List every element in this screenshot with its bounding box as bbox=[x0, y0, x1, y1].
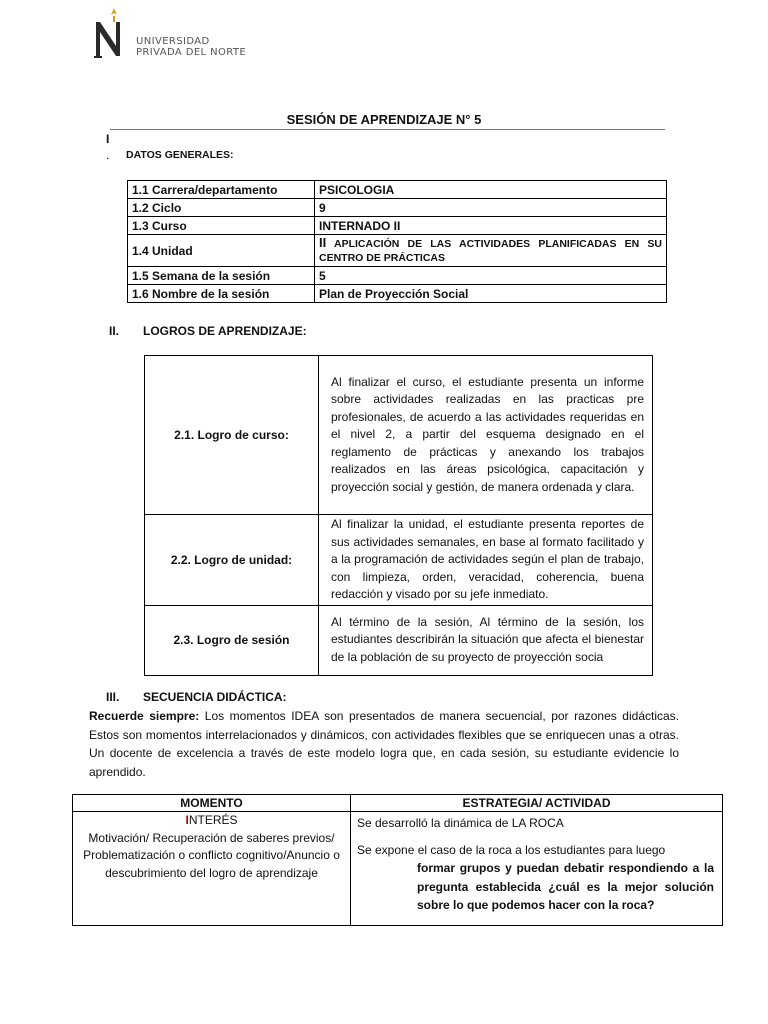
table-row bbox=[128, 235, 667, 267]
secuencia-table bbox=[72, 794, 723, 926]
datos-value: Plan de Proyección Social bbox=[315, 285, 667, 303]
logro-label: 2.2. Logro de unidad: bbox=[145, 515, 319, 606]
table-row bbox=[128, 199, 667, 217]
unit-title: APLICACIÓN DE LAS ACTIVIDADES PLANIFICADAS EN SU CENTRO DE PRÁCTICAS bbox=[319, 238, 662, 264]
section-2-heading bbox=[109, 324, 307, 338]
momento-name: NTERÉS bbox=[188, 813, 238, 827]
session-title: SESIÓN DE APRENDIZAJE N° 5 bbox=[286, 112, 482, 127]
datos-value: 9 bbox=[315, 199, 667, 217]
section-2-number: II. bbox=[109, 324, 120, 338]
recuerde-text: Los momentos IDEA son presentados de manera secuencial, por razones didácticas. Estos son momentos interrelacionados y dinámicos, con actividades flexibles que se enriquecen unas a otras. Un docente de excelencia a través de este modelo logra que, en cada sesión, su estudiante evidencie lo aprendido. bbox=[89, 709, 679, 779]
datos-label: 1.3 Curso bbox=[128, 217, 315, 235]
table-row bbox=[73, 812, 723, 926]
datos-value: 5 bbox=[315, 267, 667, 285]
datos-label: 1.1 Carrera/departamento bbox=[128, 181, 315, 199]
table-row bbox=[128, 217, 667, 235]
table-row bbox=[128, 285, 667, 303]
table-row bbox=[145, 356, 653, 515]
table-row bbox=[128, 181, 667, 199]
logro-text: Al finalizar el curso, el estudiante presenta un informe sobre actividades realizadas en las practicas pre profesionales, de acuerdo a las actividades requeridas en el nivel 2, a partir del esquema designado en el reglamento de prácticas y anexando los trabajos realizados en las áreas psicológica, capacitación y proyección social y gestión, de manera ordenada y clara. bbox=[319, 356, 653, 515]
estrategia-paragraph-indent: formar grupos y puedan debatir respondiendo a la pregunta establecida ¿cuál es la mejor solución sobre lo que podemos hacer con la roca? bbox=[417, 861, 714, 912]
logro-label: 2.3. Logro de sesión bbox=[145, 605, 319, 675]
section-3-heading bbox=[106, 690, 287, 704]
unit-number: II bbox=[319, 235, 327, 250]
datos-value: PSICOLOGIA bbox=[315, 181, 667, 199]
header-estrategia: ESTRATEGIA/ ACTIVIDAD bbox=[351, 795, 723, 812]
datos-label: 1.4 Unidad bbox=[128, 235, 315, 267]
momento-description: Motivación/ Recuperación de saberes previos/ Problematización o conflicto cognitivo/Anuncio o descubrimiento del logro de aprendizaje bbox=[83, 830, 340, 880]
datos-label: 1.2 Ciclo bbox=[128, 199, 315, 217]
momento-initial: I bbox=[185, 813, 189, 827]
datos-label: 1.6 Nombre de la sesión bbox=[128, 285, 315, 303]
table-row bbox=[145, 605, 653, 675]
university-logo bbox=[92, 6, 262, 60]
upn-logo-icon bbox=[92, 6, 132, 60]
datos-value: INTERNADO II bbox=[315, 217, 667, 235]
momento-title bbox=[77, 812, 346, 830]
datos-generales-table bbox=[127, 180, 667, 303]
table-row bbox=[128, 267, 667, 285]
section-2-title: LOGROS DE APRENDIZAJE: bbox=[143, 324, 307, 338]
section-3-number: III. bbox=[106, 690, 120, 704]
estrategia-paragraph-start: Se expone el caso de la roca a los estudiantes para luego bbox=[357, 842, 666, 857]
header-momento: MOMENTO bbox=[73, 795, 351, 812]
section-1-dot: . bbox=[106, 148, 110, 162]
logro-label: 2.1. Logro de curso: bbox=[145, 356, 319, 515]
estrategia-line-1: Se desarrolló la dinámica de LA ROCA bbox=[357, 816, 564, 830]
estrategia-paragraph bbox=[357, 841, 714, 915]
section-1-number: I bbox=[106, 132, 110, 146]
logro-text: Al finalizar la unidad, el estudiante presenta reportes de sus actividades semanales, en base al formato facilitado y a la programación de actividades según el plan de trabajo, con limpieza, orden, veracidad, coherencia, buena redacción y visado por su jefe inmediato. bbox=[319, 515, 653, 606]
table-row bbox=[145, 515, 653, 606]
section-3-title: SECUENCIA DIDÁCTICA: bbox=[143, 690, 287, 704]
section-1-title: DATOS GENERALES: bbox=[126, 149, 234, 161]
logo-line-2: PRIVADA DEL NORTE bbox=[136, 47, 247, 58]
datos-value bbox=[315, 235, 667, 267]
logo-wordmark bbox=[136, 36, 246, 58]
title-underline bbox=[110, 129, 665, 130]
logro-text: Al término de la sesión, Al término de la sesión, los estudiantes describirán la situación que afecta el bienestar de la población de su proyecto de proyección socia bbox=[319, 605, 653, 675]
logo-line-1: UNIVERSIDAD bbox=[136, 36, 210, 47]
logros-table bbox=[144, 355, 653, 676]
recuerde-lead: Recuerde siempre: bbox=[89, 709, 200, 723]
recuerde-paragraph bbox=[89, 707, 679, 781]
table-header-row bbox=[73, 795, 723, 812]
datos-label: 1.5 Semana de la sesión bbox=[128, 267, 315, 285]
momento-cell bbox=[73, 812, 351, 926]
estrategia-cell bbox=[351, 812, 723, 926]
